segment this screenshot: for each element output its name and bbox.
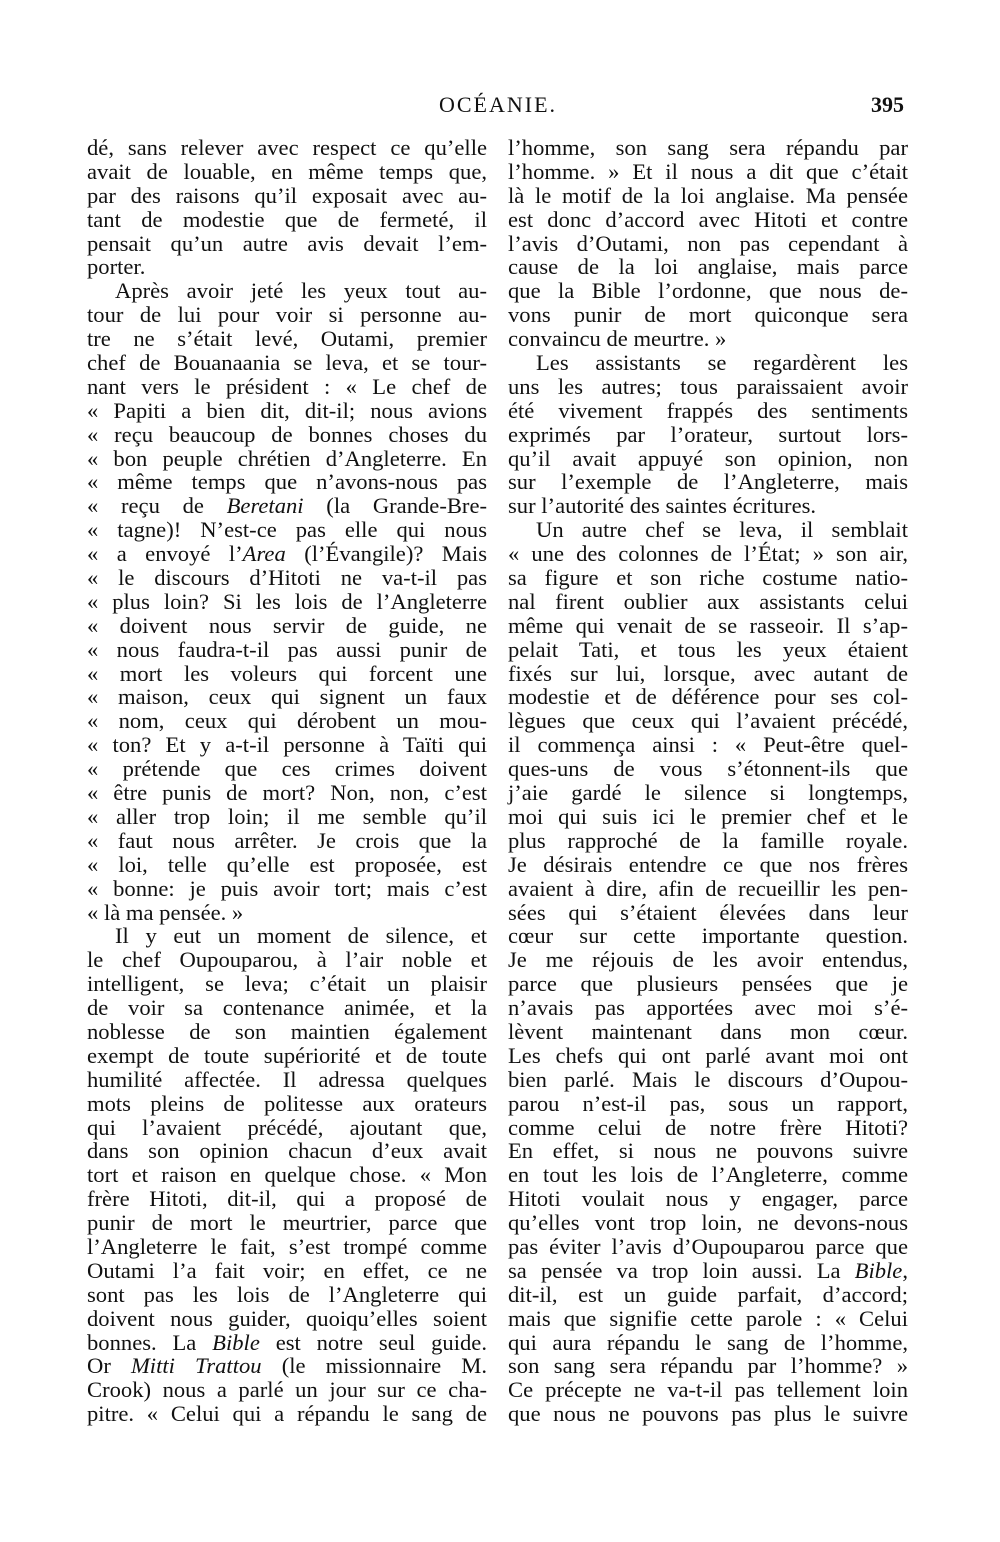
text-line bbox=[87, 494, 487, 518]
text-line: il commença ainsi : « Peut-être quel- bbox=[508, 732, 908, 758]
text-line: pitre. « Celui qui a répandu le sang de bbox=[87, 1401, 487, 1427]
text-line: par des raisons qu’il exposait avec au- bbox=[87, 182, 487, 208]
text-line: Hitoti voulait nous y engager, parce bbox=[508, 1186, 908, 1212]
text-line: noblesse de son maintien également bbox=[87, 1018, 487, 1044]
text-line: « être punis de mort? Non, non, c’est bbox=[87, 780, 487, 806]
running-title: OCÉANIE. bbox=[438, 92, 558, 117]
text-line bbox=[87, 1331, 487, 1355]
text-line: son sang sera répandu par l’homme? » bbox=[508, 1353, 908, 1379]
text-line: sur l’exemple de l’Angleterre, mais bbox=[508, 469, 908, 495]
text-line: n’avais pas apportées avec moi s’é- bbox=[508, 995, 908, 1021]
text-line: nal firent oublier aux assistants celui bbox=[508, 588, 908, 614]
text-line: « aller trop loin; il me semble qu’il bbox=[87, 803, 487, 829]
text-line: pelait Tati, et tous les yeux étaient bbox=[508, 636, 908, 662]
italic-term: Area bbox=[242, 541, 286, 567]
text-line: sur l’autorité des saintes écritures. bbox=[508, 493, 817, 519]
text-line: mots pleins de politesse aux orateurs bbox=[87, 1090, 487, 1116]
text-line: nant vers le président : « Le chef de bbox=[87, 373, 487, 399]
text-line: Crook) nous a parlé un jour sur ce cha- bbox=[87, 1377, 487, 1403]
text-line: pas éviter l’avis d’Oupouparou parce que bbox=[508, 1233, 908, 1259]
text-line: modestie et de déférence pour ses col- bbox=[508, 684, 908, 710]
text-line: avait de louable, en même temps que, bbox=[87, 158, 487, 184]
text-segment: (l’Évangile)? Mais bbox=[285, 541, 487, 567]
text-segment: , bbox=[902, 1257, 908, 1283]
text-segment: Or bbox=[87, 1353, 131, 1379]
text-line: ques-uns de vous s’étonnent-ils que bbox=[508, 756, 908, 782]
text-line: En effet, si nous ne pouvons suivre bbox=[508, 1138, 908, 1164]
text-line: uns les autres; tous paraissaient avoir bbox=[508, 373, 908, 399]
text-line: doivent nous guider, quoiqu’elles soient bbox=[87, 1305, 487, 1331]
text-line: tant de modestie que de fermeté, il bbox=[87, 206, 487, 232]
text-line: l’homme. » Et il nous a dit que c’était bbox=[508, 158, 908, 184]
text-line: convaincu de meurtre. » bbox=[508, 326, 727, 352]
text-line: Outami l’a fait voir; en effet, ce ne bbox=[87, 1257, 487, 1283]
text-line: l’avis d’Outami, non pas cependant à bbox=[508, 230, 908, 256]
text-line: sa figure et son riche costume natio- bbox=[508, 565, 908, 591]
text-line: fixés sur lui, lorsque, avec autant de bbox=[508, 660, 908, 686]
text-line: parou n’est-il pas, sous un rapport, bbox=[508, 1090, 908, 1116]
text-line: l’homme, son sang sera répandu par bbox=[508, 135, 908, 160]
text-line: « ton? Et y a-t-il personne à Taïti qui bbox=[87, 732, 487, 758]
text-line: dans son opinion chacun d’eux avait bbox=[87, 1138, 487, 1164]
text-line: moi qui suis ici le premier chef et le bbox=[508, 803, 908, 829]
text-line: le chef Oupouparou, à l’air noble et bbox=[87, 947, 487, 973]
italic-term: Bible bbox=[212, 1329, 260, 1355]
text-line bbox=[87, 542, 487, 566]
text-line: cœur sur cette importante question. bbox=[508, 923, 908, 949]
text-segment: « a envoyé l’ bbox=[87, 541, 243, 567]
text-line: « mort les voleurs qui forcent une bbox=[87, 660, 487, 686]
text-line: avaient à dire, afin de recueillir les pen- bbox=[508, 875, 908, 901]
text-line: punir de mort le meurtrier, parce que bbox=[87, 1210, 487, 1236]
text-line: est donc d’accord avec Hitoti et contre bbox=[508, 206, 908, 232]
text-line: « bon peuple chrétien d’Angleterre. En bbox=[87, 445, 487, 471]
text-line: l’Angleterre le fait, s’est trompé comme bbox=[87, 1233, 487, 1259]
text-line: « là ma pensée. » bbox=[87, 899, 244, 925]
text-line: Il y eut un moment de silence, et bbox=[115, 923, 487, 949]
page-number: 395 bbox=[871, 92, 904, 117]
text-line: « doivent nous servir de guide, ne bbox=[87, 612, 487, 638]
text-segment: sa pensée va trop loin aussi. La bbox=[508, 1257, 855, 1283]
text-line: « maison, ceux qui signent un faux bbox=[87, 684, 487, 710]
italic-term: Bible bbox=[854, 1257, 903, 1283]
text-line: « Papiti a bien dit, dit-il; nous avions bbox=[87, 397, 487, 423]
text-line: bien parlé. Mais le discours d’Oupou- bbox=[508, 1066, 908, 1092]
text-line: qu’il avait appuyé son opinion, non bbox=[508, 445, 908, 471]
text-line: plus rapproché de la famille royale. bbox=[508, 827, 908, 853]
text-line bbox=[87, 1354, 487, 1378]
text-segment: bonnes. La bbox=[87, 1329, 213, 1355]
text-line: tort et raison en quelque chose. « Mon bbox=[87, 1162, 487, 1188]
text-line: Un autre chef se leva, il semblait bbox=[536, 517, 908, 543]
text-line: dé, sans relever avec respect ce qu’elle bbox=[87, 135, 487, 160]
text-line: « une des colonnes de l’État; » son air, bbox=[508, 541, 908, 567]
text-segment: « reçu de bbox=[87, 493, 227, 519]
text-line: même qui venait de se rasseoir. Il s’ap- bbox=[508, 612, 908, 638]
text-line: été vivement frappés des sentiments bbox=[508, 397, 908, 423]
text-segment: est notre seul guide. bbox=[259, 1329, 487, 1355]
text-line: sont pas les lois de l’Angleterre qui bbox=[87, 1281, 487, 1307]
text-line: humilité affectée. Il adressa quelques bbox=[87, 1066, 487, 1092]
text-line: Ce précepte ne va-t-il pas tellement loin bbox=[508, 1377, 908, 1403]
text-line: là le motif de la loi anglaise. Ma pensée bbox=[508, 182, 908, 208]
right-column bbox=[508, 136, 908, 1426]
text-line: j’aie gardé le silence si longtemps, bbox=[508, 780, 908, 806]
page-header bbox=[88, 92, 908, 122]
text-line: « plus loin? Si les lois de l’Angleterre bbox=[87, 588, 487, 614]
text-line: de voir sa contenance animée, et la bbox=[87, 995, 487, 1021]
text-line: dit-il, est un guide parfait, d’accord; bbox=[508, 1281, 908, 1307]
text-line: qu’elles vont trop loin, ne devons-nous bbox=[508, 1210, 908, 1236]
text-line: « nous faudra-t-il pas aussi punir de bbox=[87, 636, 487, 662]
text-line: tour de lui pour voir si personne au- bbox=[87, 302, 487, 328]
text-line: Après avoir jeté les yeux tout au- bbox=[115, 278, 487, 304]
text-line: vons punir de mort quiconque sera bbox=[508, 302, 908, 328]
text-line: intelligent, se leva; c’était un plaisir bbox=[87, 971, 487, 997]
text-line: porter. bbox=[87, 254, 146, 280]
text-line: qui l’avaient précédé, ajoutant que, bbox=[87, 1114, 487, 1140]
text-segment: (le missionnaire M. bbox=[261, 1353, 487, 1379]
text-line: pensait qu’un autre avis devait l’em- bbox=[87, 230, 487, 256]
text-line: « tagne)! N’est-ce pas elle qui nous bbox=[87, 517, 487, 543]
text-line: Je désirais entendre ce que nos frères bbox=[508, 851, 908, 877]
text-line: « même temps que n’avons-nous pas bbox=[87, 469, 487, 495]
text-line: « le discours d’Hitoti ne va-t-il pas bbox=[87, 565, 487, 591]
italic-term: Beretani bbox=[226, 493, 304, 519]
text-line: qui aura répandu le sang de l’homme, bbox=[508, 1329, 908, 1355]
left-column bbox=[87, 136, 487, 1426]
text-line: Les chefs qui ont parlé avant moi ont bbox=[508, 1042, 908, 1068]
text-segment: (la Grande-Bre- bbox=[303, 493, 487, 519]
text-line: Les assistants se regardèrent les bbox=[536, 350, 908, 376]
text-line: Je me réjouis de les avoir entendus, bbox=[508, 947, 908, 973]
text-line: tre ne s’était levé, Outami, premier bbox=[87, 326, 487, 352]
text-line: parce que plusieurs pensées que je bbox=[508, 971, 908, 997]
text-line bbox=[508, 1259, 908, 1283]
text-line: en tout les lois de l’Angleterre, comme bbox=[508, 1162, 908, 1188]
text-line: exprimés par l’orateur, surtout lors- bbox=[508, 421, 908, 447]
text-line: comme celui de notre frère Hitoti? bbox=[508, 1114, 908, 1140]
text-line: « loi, telle qu’elle est proposée, est bbox=[87, 851, 487, 877]
text-line: que la Bible l’ordonne, que nous de- bbox=[508, 278, 908, 304]
text-line: chef de Bouanaania se leva, et se tour- bbox=[87, 350, 487, 376]
text-line: cause de la loi anglaise, mais parce bbox=[508, 254, 908, 280]
text-line: lèvent maintenant dans mon cœur. bbox=[508, 1018, 908, 1044]
text-line: « nom, ceux qui dérobent un mou- bbox=[87, 708, 487, 734]
text-line: « reçu beaucoup de bonnes choses du bbox=[87, 421, 487, 447]
text-line: lègues que ceux qui l’avaient précédé, bbox=[508, 708, 908, 734]
text-line: que nous ne pouvons pas plus le suivre bbox=[508, 1401, 908, 1427]
text-line: exempt de toute supériorité et de toute bbox=[87, 1042, 487, 1068]
text-line: « bonne: je puis avoir tort; mais c’est bbox=[87, 875, 487, 901]
text-line: « prétende que ces crimes doivent bbox=[87, 756, 487, 782]
text-line: « faut nous arrêter. Je crois que la bbox=[87, 827, 487, 853]
text-line: mais que signifie cette parole : « Celui bbox=[508, 1305, 908, 1331]
italic-term: Mitti Trattou bbox=[130, 1353, 262, 1379]
text-line: sées qui s’étaient élevées dans leur bbox=[508, 899, 908, 925]
text-line: frère Hitoti, dit-il, qui a proposé de bbox=[87, 1186, 487, 1212]
